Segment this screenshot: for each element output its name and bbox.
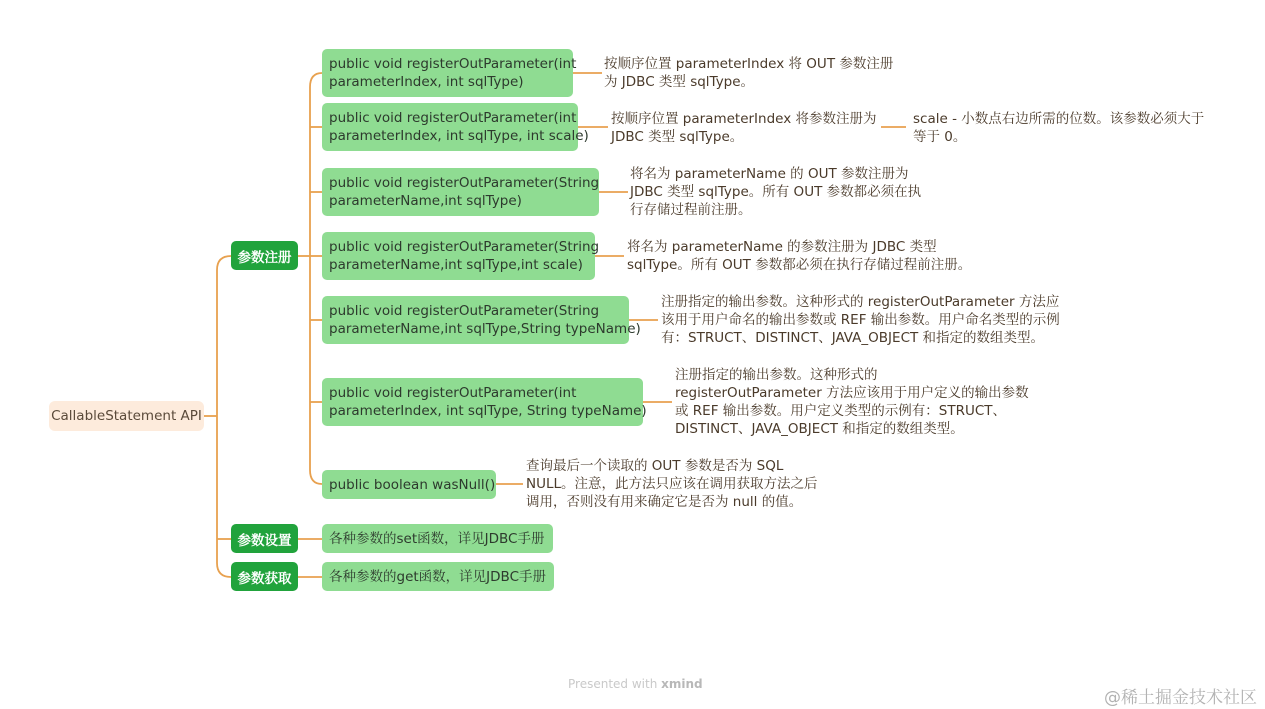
category-set[interactable]: 参数设置 bbox=[231, 524, 298, 553]
category-get[interactable]: 参数获取 bbox=[231, 562, 298, 591]
method-line: parameterIndex, int sqlType) bbox=[329, 74, 524, 90]
desc-6[interactable] bbox=[675, 366, 1029, 438]
category-register[interactable]: 参数注册 bbox=[231, 241, 298, 270]
desc-1[interactable] bbox=[604, 55, 893, 91]
method-node-3[interactable] bbox=[322, 168, 599, 216]
desc-line: 将名为 parameterName 的 OUT 参数注册为 bbox=[630, 166, 909, 182]
get-note-node[interactable] bbox=[322, 562, 554, 591]
desc-line: registerOutParameter 方法应该用于用户定义的输出参数 bbox=[675, 385, 1029, 401]
method-node-4[interactable] bbox=[322, 232, 600, 280]
desc-line: 行存储过程前注册。 bbox=[630, 202, 752, 218]
desc-5[interactable] bbox=[661, 293, 1060, 347]
xmind-logo: xmind bbox=[661, 677, 703, 691]
footer-credit bbox=[568, 677, 703, 691]
set-note-node[interactable] bbox=[322, 524, 553, 553]
desc-line: 按顺序位置 parameterIndex 将 OUT 参数注册 bbox=[604, 56, 894, 72]
desc-line: 有：STRUCT、DISTINCT、JAVA_OBJECT 和指定的数组类型。 bbox=[661, 330, 1045, 346]
desc-line: NULL。注意，此方法只应该在调用获取方法之后 bbox=[526, 476, 818, 492]
desc-line: 查询最后一个读取的 OUT 参数是否为 SQL bbox=[526, 458, 784, 474]
method-node-2[interactable] bbox=[322, 103, 589, 151]
desc-line: DISTINCT、JAVA_OBJECT 和指定的数组类型。 bbox=[675, 421, 964, 437]
method-node-5[interactable] bbox=[322, 296, 641, 344]
method-node-6[interactable] bbox=[322, 378, 647, 426]
method-line: public void registerOutParameter(String bbox=[329, 303, 600, 319]
method-line: parameterIndex, int sqlType, int scale) bbox=[329, 128, 589, 144]
desc-7[interactable] bbox=[526, 457, 818, 511]
desc-line: 调用，否则没有用来确定它是否为 null 的值。 bbox=[526, 494, 803, 510]
desc-line: JDBC 类型 sqlType。所有 OUT 参数都必须在执 bbox=[630, 184, 922, 200]
watermark: @稀土掘金技术社区 bbox=[1104, 688, 1257, 708]
desc-3[interactable] bbox=[630, 165, 921, 219]
desc-line: scale - 小数点右边所需的位数。该参数必须大于 bbox=[913, 111, 1205, 127]
method-node-1[interactable] bbox=[322, 49, 577, 97]
method-line: public void registerOutParameter(int bbox=[329, 56, 577, 72]
method-line: parameterName,int sqlType,String typeName) bbox=[329, 321, 641, 337]
desc-line: 或 REF 输出参数。用户定义类型的示例有：STRUCT、 bbox=[675, 403, 1007, 419]
desc-line: 为 JDBC 类型 sqlType。 bbox=[604, 74, 755, 90]
desc-line: 按顺序位置 parameterIndex 将参数注册为 bbox=[611, 111, 877, 127]
method-node-7[interactable] bbox=[322, 470, 496, 499]
method-line: parameterName,int sqlType) bbox=[329, 193, 522, 209]
get-note: 各种参数的get函数，详见JDBC手册 bbox=[329, 568, 546, 585]
method-line: public void registerOutParameter(String bbox=[329, 239, 600, 255]
set-note: 各种参数的set函数，详见JDBC手册 bbox=[329, 530, 545, 547]
desc-2-sub[interactable] bbox=[913, 110, 1204, 146]
method-line: public void registerOutParameter(int bbox=[329, 110, 577, 126]
method-line: public void registerOutParameter(int bbox=[329, 385, 577, 401]
desc-4[interactable] bbox=[627, 238, 971, 274]
root-node[interactable]: CallableStatement API bbox=[49, 401, 204, 431]
desc-line: sqlType。所有 OUT 参数都必须在执行存储过程前注册。 bbox=[627, 257, 972, 273]
desc-2[interactable] bbox=[611, 110, 877, 146]
method-line: parameterName,int sqlType,int scale) bbox=[329, 257, 583, 273]
desc-line: 将名为 parameterName 的参数注册为 JDBC 类型 bbox=[627, 239, 937, 255]
desc-line: JDBC 类型 sqlType。 bbox=[611, 129, 744, 145]
method-line: public boolean wasNull() bbox=[329, 476, 496, 493]
desc-line: 等于 0。 bbox=[913, 129, 967, 145]
method-line: public void registerOutParameter(String bbox=[329, 175, 600, 191]
desc-line: 注册指定的输出参数。这种形式的 bbox=[675, 367, 878, 383]
desc-line: 注册指定的输出参数。这种形式的 registerOutParameter 方法应 bbox=[661, 294, 1060, 310]
desc-line: 该用于用户命名的输出参数或 REF 输出参数。用户命名类型的示例 bbox=[661, 312, 1060, 328]
footer-prefix: Presented with bbox=[568, 677, 658, 691]
method-line: parameterIndex, int sqlType, String typeName) bbox=[329, 403, 647, 419]
